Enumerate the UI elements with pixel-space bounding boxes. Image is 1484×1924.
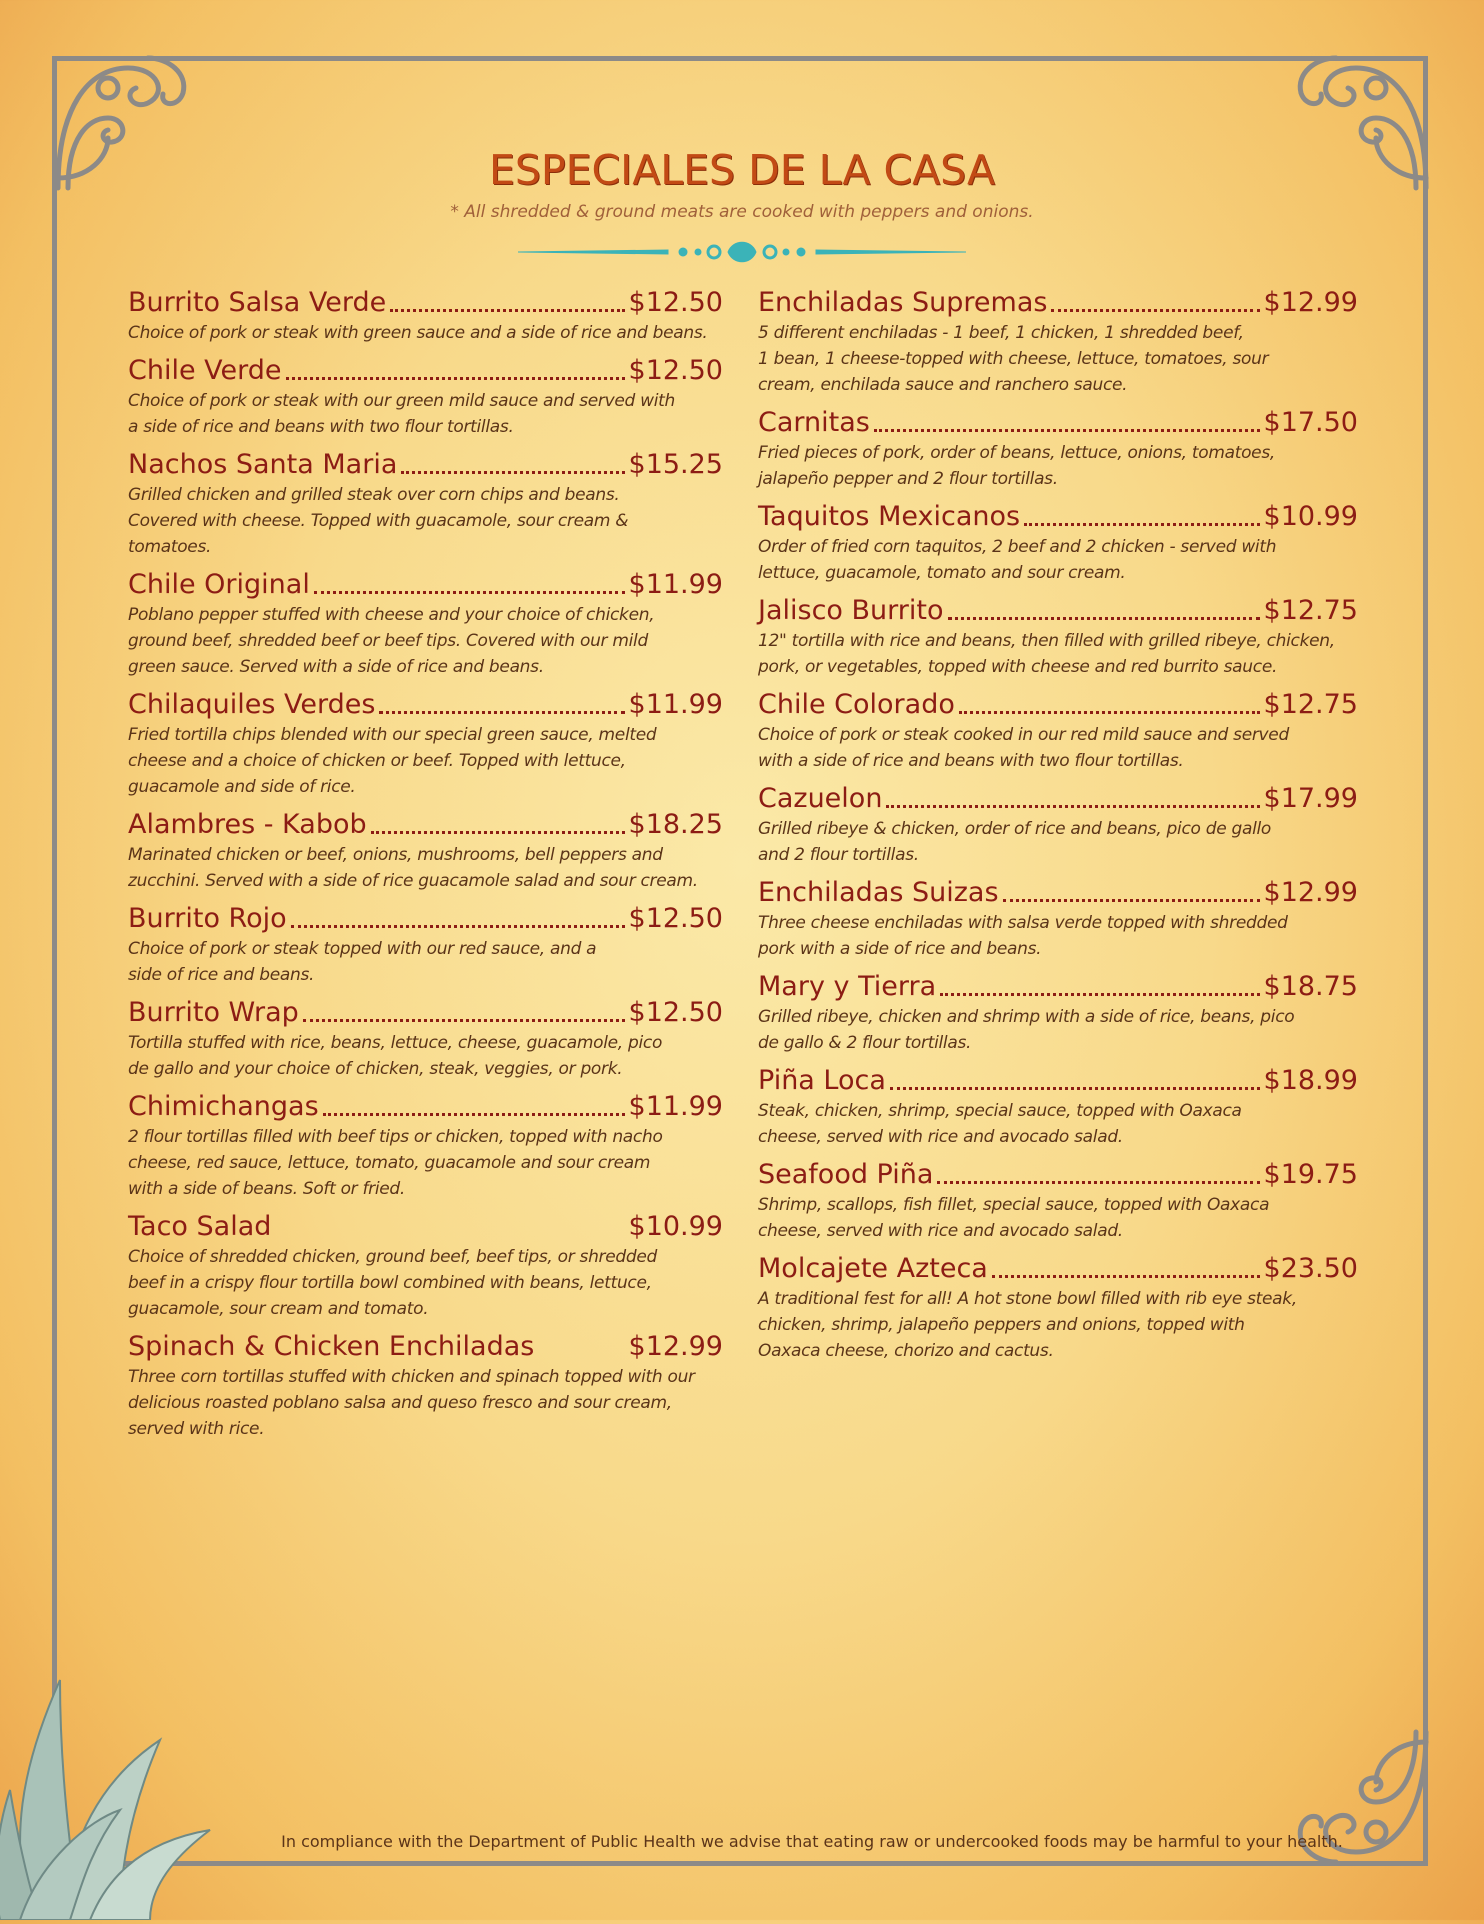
menu-item xyxy=(758,970,1358,1056)
menu-item-header xyxy=(758,970,1358,1004)
menu-item-description: Choice of shredded chicken, ground beef, beef tips, or shredded xyxy=(128,1247,658,1267)
menu-item-name: Burrito Rojo xyxy=(128,903,287,934)
menu-item-description: cheese and a choice of chicken or beef. Topped with lettuce, xyxy=(128,751,626,771)
dot-leader xyxy=(874,429,1260,432)
dot-leader xyxy=(291,925,625,928)
menu-item-description: lettuce, guacamole, tomato and sour cream. xyxy=(758,563,1126,583)
menu-item xyxy=(758,406,1358,492)
menu-item xyxy=(758,500,1358,586)
menu-item-description: Choice of pork or steak topped with our red sauce, and a xyxy=(128,939,597,959)
menu-item-description: Grilled ribeye & chicken, order of rice and beans, pico de gallo xyxy=(758,819,1272,839)
menu-item-description: Grilled chicken and grilled steak over corn chips and beans. xyxy=(128,485,620,505)
menu-item-description: Shrimp, scallops, fish fillet, special sauce, topped with Oaxaca xyxy=(758,1195,1270,1215)
menu-item xyxy=(128,286,723,346)
page-subtitle: * All shredded & ground meats are cooked with peppers and onions. xyxy=(450,202,1034,222)
menu-item-price: $17.99 xyxy=(1263,783,1358,814)
menu-item-name: Jalisco Burrito xyxy=(758,595,944,626)
menu-item-name: Chile Colorado xyxy=(758,689,955,720)
menu-item xyxy=(128,808,723,894)
menu-item-description: with a side of rice and beans with two flour tortillas. xyxy=(758,751,1184,771)
menu-item-header xyxy=(128,996,723,1030)
dot-leader xyxy=(890,1087,1260,1090)
menu-item xyxy=(128,688,723,800)
menu-item-description: 12" tortilla with rice and beans, then filled with grilled ribeye, chicken, xyxy=(758,631,1335,651)
dot-leader xyxy=(1003,899,1260,902)
dot-leader xyxy=(371,831,625,834)
menu-item-description: cream, enchilada sauce and ranchero sauce. xyxy=(758,375,1128,395)
menu-column-right xyxy=(758,286,1358,1372)
menu-item-price: $12.75 xyxy=(1263,689,1358,720)
dot-leader xyxy=(379,711,624,714)
menu-item-name: Chimichangas xyxy=(128,1091,319,1122)
menu-item-description: Choice of pork or steak with green sauce and a side of rice and beans. xyxy=(128,323,708,343)
menu-item-price: $19.75 xyxy=(1263,1159,1358,1190)
dot-leader xyxy=(303,1019,625,1022)
dot-leader xyxy=(886,805,1259,808)
menu-item-description: zucchini. Served with a side of rice guacamole salad and sour cream. xyxy=(128,871,698,891)
menu-item-description: Poblano pepper stuffed with cheese and your choice of chicken, xyxy=(128,605,655,625)
agave-plant-icon xyxy=(0,1620,260,1920)
menu-item-header xyxy=(758,1252,1358,1286)
menu-item-description: cheese, served with rice and avocado salad. xyxy=(758,1127,1123,1147)
menu-item-header xyxy=(758,406,1358,440)
menu-item-price: $11.99 xyxy=(628,1091,723,1122)
menu-item xyxy=(758,782,1358,868)
menu-item-description: served with rice. xyxy=(128,1419,265,1439)
menu-item-header xyxy=(128,1330,723,1364)
menu-item-name: Piña Loca xyxy=(758,1065,886,1096)
menu-item xyxy=(758,1158,1358,1244)
menu-item-price: $12.75 xyxy=(1263,595,1358,626)
menu-item-description: de gallo & 2 flour tortillas. xyxy=(758,1033,972,1053)
menu-item-description: guacamole and side of rice. xyxy=(128,777,356,797)
menu-item-name: Taquitos Mexicanos xyxy=(758,501,1021,532)
menu-item-header xyxy=(128,448,723,482)
menu-item-price: $11.99 xyxy=(628,569,723,600)
menu-item-price: $12.99 xyxy=(628,1331,723,1362)
menu-item-description: A traditional fest for all! A hot stone bowl filled with rib eye steak, xyxy=(758,1289,1297,1309)
menu-item-description: jalapeño pepper and 2 flour tortillas. xyxy=(758,469,1058,489)
dot-leader xyxy=(1024,523,1259,526)
menu-item xyxy=(758,688,1358,774)
menu-item-header xyxy=(758,1064,1358,1098)
menu-item-description: Oaxaca cheese, chorizo and cactus. xyxy=(758,1341,1054,1361)
menu-item-header xyxy=(128,354,723,388)
menu-item-price: $23.50 xyxy=(1263,1253,1358,1284)
menu-item-price: $18.75 xyxy=(1263,971,1358,1002)
menu-item-description: Grilled ribeye, chicken and shrimp with a side of rice, beans, pico xyxy=(758,1007,1295,1027)
menu-item xyxy=(128,1210,723,1322)
menu-item xyxy=(128,354,723,440)
menu-item-description: Three corn tortillas stuffed with chicken and spinach topped with our xyxy=(128,1367,695,1387)
menu-item-name: Burrito Salsa Verde xyxy=(128,287,387,318)
menu-item-price: $12.50 xyxy=(628,997,723,1028)
menu-item-description: Order of fried corn taquitos, 2 beef and 2 chicken - served with xyxy=(758,537,1277,557)
menu-item-name: Cazuelon xyxy=(758,783,883,814)
menu-item-price: $10.99 xyxy=(628,1211,723,1242)
menu-item-header xyxy=(128,1210,723,1244)
menu-item-description: pork with a side of rice and beans. xyxy=(758,939,1042,959)
ornamental-divider-icon xyxy=(518,237,966,267)
menu-item-name: Molcajete Azteca xyxy=(758,1253,988,1284)
menu-item-name: Alambres - Kabob xyxy=(128,809,367,840)
menu-item xyxy=(758,1252,1358,1364)
menu-item-header xyxy=(128,808,723,842)
menu-item-header xyxy=(128,1090,723,1124)
menu-item-description: de gallo and your choice of chicken, steak, veggies, or pork. xyxy=(128,1059,623,1079)
menu-item-name: Burrito Wrap xyxy=(128,997,299,1028)
menu-item-description: cheese, served with rice and avocado salad. xyxy=(758,1221,1123,1241)
menu-item-description: guacamole, sour cream and tomato. xyxy=(128,1299,429,1319)
menu-item-description: Tortilla stuffed with rice, beans, lettuce, cheese, guacamole, pico xyxy=(128,1033,663,1053)
menu-item-header xyxy=(758,782,1358,816)
dot-leader xyxy=(1051,309,1259,312)
menu-item-description: Fried pieces of pork, order of beans, lettuce, onions, tomatoes, xyxy=(758,443,1276,463)
menu-item-name: Mary y Tierra xyxy=(758,971,937,1002)
menu-item-price: $12.99 xyxy=(1263,877,1358,908)
menu-item xyxy=(128,1330,723,1442)
menu-column-left xyxy=(128,286,723,1450)
menu-item-header xyxy=(758,500,1358,534)
menu-item-name: Enchiladas Supremas xyxy=(758,287,1048,318)
menu-item xyxy=(128,1090,723,1202)
page-title: ESPECIALES DE LA CASA xyxy=(488,146,995,194)
menu-item xyxy=(758,594,1358,680)
menu-item-description: Steak, chicken, shrimp, special sauce, topped with Oaxaca xyxy=(758,1101,1242,1121)
menu-item-description: Marinated chicken or beef, onions, mushrooms, bell peppers and xyxy=(128,845,663,865)
menu-item-header xyxy=(758,1158,1358,1192)
menu-item-price: $15.25 xyxy=(628,449,723,480)
menu-item xyxy=(128,902,723,988)
dot-leader xyxy=(959,711,1260,714)
menu-item-name: Chile Original xyxy=(128,569,310,600)
dot-leader xyxy=(992,1275,1260,1278)
menu-item-description: ground beef, shredded beef or beef tips. Covered with our mild xyxy=(128,631,648,651)
menu-item-name: Enchiladas Suizas xyxy=(758,877,999,908)
dot-leader xyxy=(390,309,624,312)
menu-item-price: $12.50 xyxy=(628,903,723,934)
menu-item-header xyxy=(128,568,723,602)
menu-item-name: Chile Verde xyxy=(128,355,282,386)
health-disclaimer: In compliance with the Department of Public Health we advise that eating raw or undercooked foods may be harmful to your health. xyxy=(281,1832,1343,1851)
menu-item-description: 1 bean, 1 cheese-topped with cheese, lettuce, tomatoes, sour xyxy=(758,349,1269,369)
menu-item-header xyxy=(758,286,1358,320)
menu-item-name: Chilaquiles Verdes xyxy=(128,689,376,720)
menu-item-description: Choice of pork or steak with our green mild sauce and served with xyxy=(128,391,675,411)
menu-item-description: tomatoes. xyxy=(128,537,212,557)
dot-leader xyxy=(314,591,625,594)
menu-item xyxy=(128,568,723,680)
menu-item-description: side of rice and beans. xyxy=(128,965,315,985)
menu-item-name: Seafood Piña xyxy=(758,1159,934,1190)
menu-item-price: $17.50 xyxy=(1263,407,1358,438)
menu-item-description: pork, or vegetables, topped with cheese and red burrito sauce. xyxy=(758,657,1278,677)
menu-item-description: Covered with cheese. Topped with guacamole, sour cream & xyxy=(128,511,629,531)
menu-item-header xyxy=(758,688,1358,722)
menu-item-name: Carnitas xyxy=(758,407,870,438)
menu-item-price: $12.50 xyxy=(628,355,723,386)
menu-item-description: delicious roasted poblano salsa and queso fresco and sour cream, xyxy=(128,1393,672,1413)
menu-item-description: and 2 flour tortillas. xyxy=(758,845,919,865)
menu-item-price: $11.99 xyxy=(628,689,723,720)
dot-leader xyxy=(323,1113,625,1116)
menu-item-price: $18.25 xyxy=(628,809,723,840)
menu-item-header xyxy=(128,902,723,936)
menu-item-description: beef in a crispy flour tortilla bowl combined with beans, lettuce, xyxy=(128,1273,652,1293)
dot-leader xyxy=(940,993,1259,996)
menu-item-price: $12.50 xyxy=(628,287,723,318)
menu-item xyxy=(128,448,723,560)
menu-item-description: chicken, shrimp, jalapeño peppers and onions, topped with xyxy=(758,1315,1245,1335)
menu-item-description: Fried tortilla chips blended with our special green sauce, melted xyxy=(128,725,657,745)
menu-item xyxy=(758,286,1358,398)
dot-leader xyxy=(937,1181,1259,1184)
menu-item-description: 2 flour tortillas filled with beef tips or chicken, topped with nacho xyxy=(128,1127,663,1147)
menu-item-description: 5 different enchiladas - 1 beef, 1 chicken, 1 shredded beef, xyxy=(758,323,1244,343)
dot-leader xyxy=(948,617,1260,620)
menu-item-name: Spinach & Chicken Enchiladas xyxy=(128,1331,535,1362)
menu-item-description: cheese, red sauce, lettuce, tomato, guacamole and sour cream xyxy=(128,1153,651,1173)
menu-item xyxy=(758,876,1358,962)
dot-leader xyxy=(286,377,625,380)
menu-item-price: $18.99 xyxy=(1263,1065,1358,1096)
menu-item-header xyxy=(758,594,1358,628)
menu-item-name: Taco Salad xyxy=(128,1211,272,1242)
menu-item xyxy=(128,996,723,1082)
menu-item-description: with a side of beans. Soft or fried. xyxy=(128,1179,406,1199)
menu-item-header xyxy=(758,876,1358,910)
menu-item xyxy=(758,1064,1358,1150)
menu-item-description: Choice of pork or steak cooked in our red mild sauce and served xyxy=(758,725,1289,745)
menu-item-name: Nachos Santa Maria xyxy=(128,449,398,480)
menu-item-description: Three cheese enchiladas with salsa verde topped with shredded xyxy=(758,913,1288,933)
menu-item-header xyxy=(128,286,723,320)
menu-item-price: $10.99 xyxy=(1263,501,1358,532)
menu-item-description: a side of rice and beans with two flour tortillas. xyxy=(128,417,514,437)
menu-item-price: $12.99 xyxy=(1263,287,1358,318)
menu-item-header xyxy=(128,688,723,722)
dot-leader xyxy=(401,471,624,474)
menu-item-description: green sauce. Served with a side of rice and beans. xyxy=(128,657,544,677)
